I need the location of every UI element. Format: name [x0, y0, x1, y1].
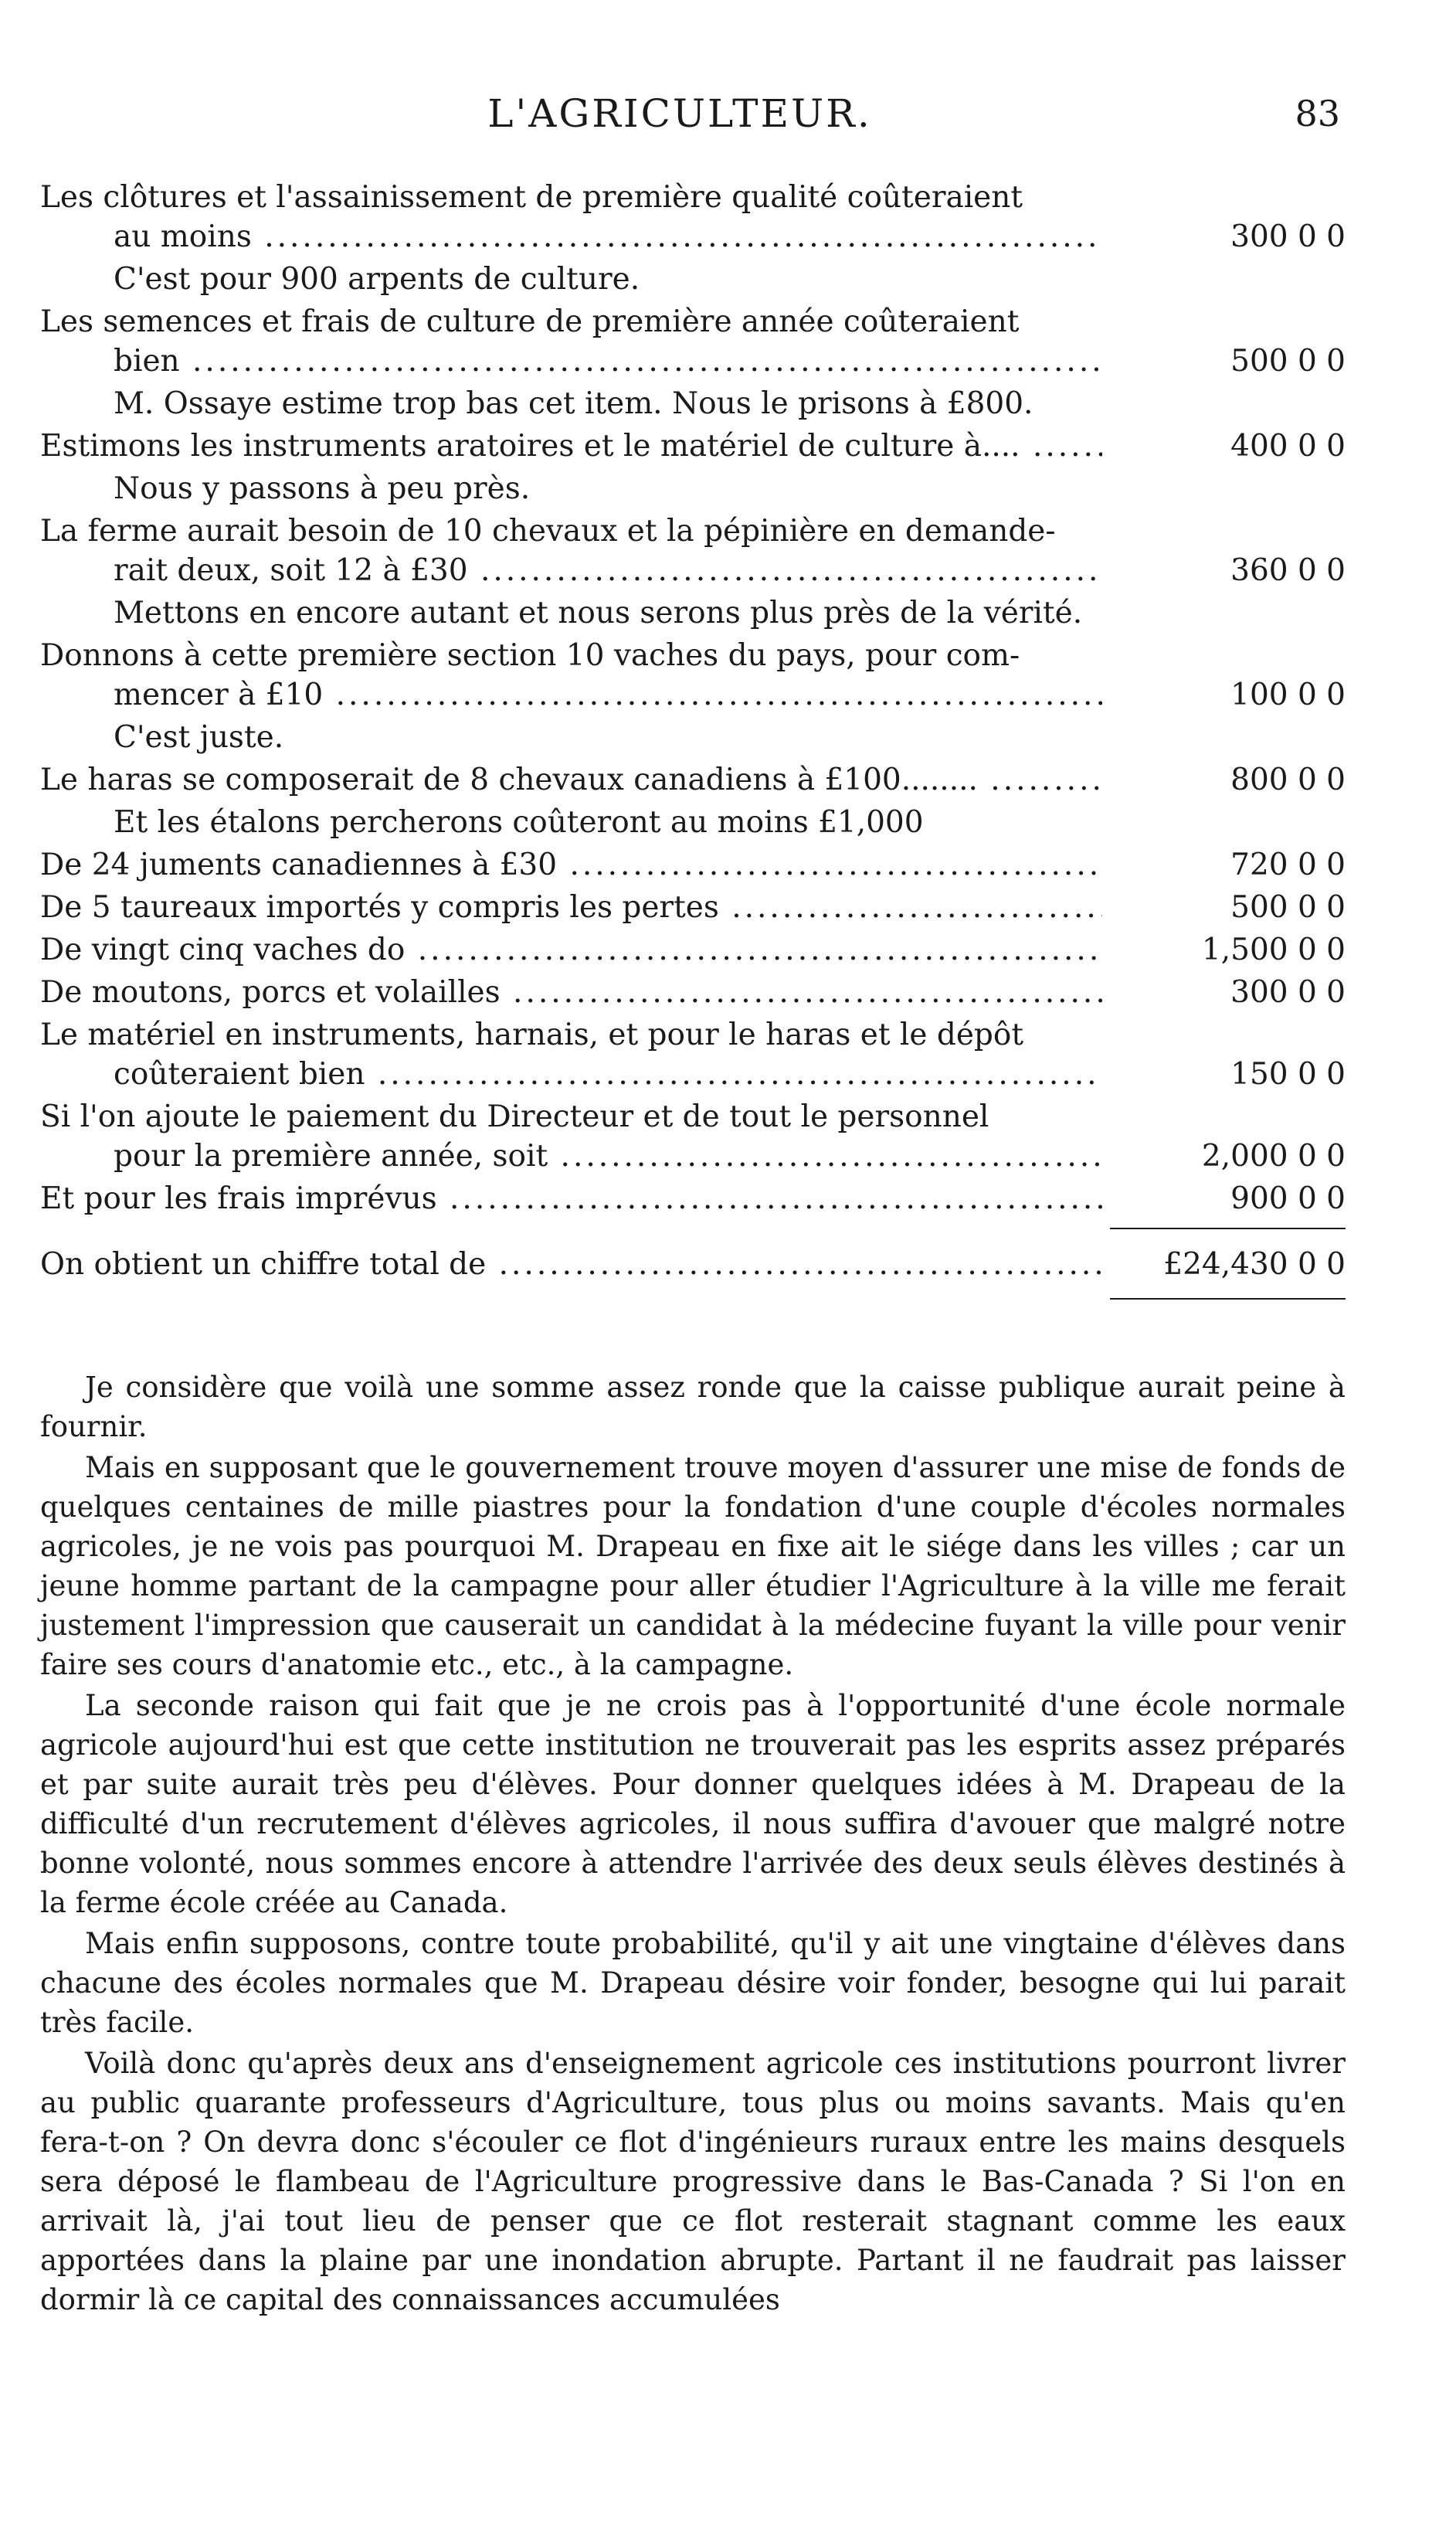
ledger-entry-line: bien .....	[40, 342, 1102, 381]
ledger-entry-amount: 500 0 0	[1230, 344, 1346, 379]
ledger-entry-line: rait deux, soit 12 à £30 .....	[40, 551, 1102, 590]
ledger-total-label	[40, 1245, 1102, 1284]
total-rule-bottom	[40, 1287, 1346, 1301]
ledger-note: M. Ossaye estime trop bas cet item. Nous le prisons à £800.	[114, 386, 1033, 421]
ledger-entry	[40, 930, 1346, 970]
ledger-entry	[40, 302, 1346, 381]
ledger-total-line: On obtient un chiffre total de .....	[40, 1245, 1102, 1284]
ledger-entry-line: au moins .....	[40, 217, 1102, 257]
ledger-entry-line: De 5 taureaux importés y compris les pertes .....	[40, 888, 1102, 927]
ledger-entry-amount: 2,000 0 0	[1201, 1139, 1346, 1174]
ledger-entry	[40, 426, 1346, 466]
ledger-entry-line: De 24 juments canadiennes à £30 .....	[40, 845, 1102, 885]
ledger-entry	[40, 760, 1346, 800]
ledger-entry-amount: 150 0 0	[1230, 1057, 1346, 1092]
ledger-entry-label	[40, 636, 1102, 715]
ledger-note: C'est pour 900 arpents de culture.	[114, 262, 640, 297]
ledger-total-amount: £24,430 0 0	[1163, 1247, 1346, 1282]
ledger-note: Mettons en encore autant et nous serons plus près de la vérité.	[114, 596, 1083, 630]
ledger-entry-line: De moutons, porcs et volailles .....	[40, 973, 1102, 1012]
ledger-entry-amount: 500 0 0	[1230, 890, 1346, 925]
body-text	[40, 1368, 1346, 2321]
ledger-entry-line: De vingt cinq vaches do .....	[40, 930, 1102, 970]
ledger-entry-line: Les semences et frais de culture de première année coûteraient	[40, 304, 1020, 339]
ledger-entry-label	[40, 1097, 1102, 1176]
ledger-entry-label	[40, 1179, 1102, 1218]
cost-ledger	[40, 178, 1346, 1301]
ledger-entry-amount: 720 0 0	[1230, 848, 1346, 882]
ledger-entry	[40, 511, 1346, 590]
page-number: 83	[1295, 93, 1340, 134]
ledger-entry-amount: 360 0 0	[1230, 553, 1346, 588]
ledger-entry	[40, 1097, 1346, 1176]
ledger-entry-line: Donnons à cette première section 10 vaches du pays, pour com-	[40, 638, 1020, 673]
ledger-entry-line: Si l'on ajoute le paiement du Directeur et de tout le personnel	[40, 1099, 989, 1134]
ledger-note: C'est juste.	[114, 720, 284, 755]
ledger-entry-line: La ferme aurait besoin de 10 chevaux et la pépinière en demande-	[40, 514, 1056, 549]
ledger-entry-line: Le haras se composerait de 8 chevaux canadiens à £100........ .....	[40, 760, 1102, 800]
ledger-entry	[40, 1015, 1346, 1094]
ledger-entry	[40, 845, 1346, 885]
ledger-entry-amount: 1,500 0 0	[1201, 933, 1346, 967]
ledger-entry-label	[40, 888, 1102, 927]
ledger-entry-amount: 300 0 0	[1230, 975, 1346, 1010]
ledger-entry-label	[40, 426, 1102, 466]
total-rule-top	[40, 1222, 1346, 1235]
paragraph: Mais en supposant que le gouvernement trouve moyen d'assurer une mise de fonds de quelques centaines de mille piastres pour la fondation d'une couple d'écoles normales agricoles, je ne vois pas pourquoi M. Drapeau en fixe ait le siége dans les villes ; car un jeune homme partant de la campagne pour aller étudier l'Agriculture à la ville me ferait justement l'impression que causerait un candidat à la médecine fuyant la ville pour venir faire ses cours d'anatomie etc., etc., à la campagne.	[40, 1451, 1346, 1681]
ledger-entry-label	[40, 1015, 1102, 1094]
page-header	[0, 91, 1456, 161]
ledger-total	[40, 1245, 1346, 1284]
ledger-entry-amount: 100 0 0	[1230, 678, 1346, 712]
ledger-entry-line: Le matériel en instruments, harnais, et pour le haras et le dépôt	[40, 1018, 1024, 1052]
ledger-entry-line: coûteraient bien .....	[40, 1055, 1102, 1094]
ledger-entry-amount: 400 0 0	[1230, 429, 1346, 464]
ledger-entry-line: Estimons les instruments aratoires et le matériel de culture à.... .....	[40, 426, 1102, 466]
paragraph: La seconde raison qui fait que je ne crois pas à l'opportunité d'une école normale agricole aujourd'hui est que cette institution ne trouverait pas les esprits assez préparés et par suite aurait très peu d'élèves. Pour donner quelques idées à M. Drapeau de la difficulté d'un recrutement d'élèves agricoles, il nous suffira d'avouer que malgré notre bonne volonté, nous sommes encore à attendre l'arrivée des deux seuls élèves destinés à la ferme école créée au Canada.	[40, 1689, 1346, 1919]
ledger-note: Et les étalons percherons coûteront au moins £1,000	[114, 805, 924, 840]
ledger-entry-label	[40, 845, 1102, 885]
ledger-entry-line: Et pour les frais imprévus .....	[40, 1179, 1102, 1218]
ledger-entry-label	[40, 973, 1102, 1012]
ledger-entry-line: pour la première année, soit .....	[40, 1137, 1102, 1176]
ledger-entry	[40, 888, 1346, 927]
paragraph: Mais enfin supposons, contre toute probabilité, qu'il y ait une vingtaine d'élèves dans chacune des écoles normales que M. Drapeau désire voir fonder, besogne qui lui parait très facile.	[40, 1927, 1346, 2039]
ledger-entry	[40, 636, 1346, 715]
ledger-entry-label	[40, 511, 1102, 590]
ledger-entry	[40, 973, 1346, 1012]
ledger-entry-amount: 900 0 0	[1230, 1181, 1346, 1216]
ledger-entry-line: mencer à £10 .....	[40, 675, 1102, 715]
ledger-entry-amount: 800 0 0	[1230, 763, 1346, 797]
ledger-entry	[40, 178, 1346, 257]
paragraph: Je considère que voilà une somme assez ronde que la caisse publique aurait peine à fournir.	[40, 1371, 1346, 1443]
running-head: L'AGRICULTEUR.	[487, 91, 872, 136]
ledger-entry-amount: 300 0 0	[1230, 219, 1346, 254]
ledger-entry-label	[40, 760, 1102, 800]
paragraph: Voilà donc qu'après deux ans d'enseignement agricole ces institutions pourront livrer au public quarante professeurs d'Agriculture, tous plus ou moins savants. Mais qu'en fera-t-on ? On devra donc s'écouler ce flot d'ingénieurs ruraux entre les mains desquels sera déposé le flambeau de l'Agriculture progressive dans le Bas-Canada ? Si l'on en arrivait là, j'ai tout lieu de penser que ce flot resterait stagnant comme les eaux apportées dans la plaine par une inondation abrupte. Partant il ne faudrait pas laisser dormir là ce capital des connaissances accumulées	[40, 2047, 1346, 2316]
ledger-entry-label	[40, 302, 1102, 381]
ledger-note: Nous y passons à peu près.	[114, 471, 531, 506]
ledger-entry-label	[40, 178, 1102, 257]
ledger-entry-label	[40, 930, 1102, 970]
ledger-entry	[40, 1179, 1346, 1218]
ledger-entry-line: Les clôtures et l'assainissement de première qualité coûteraient	[40, 180, 1023, 215]
